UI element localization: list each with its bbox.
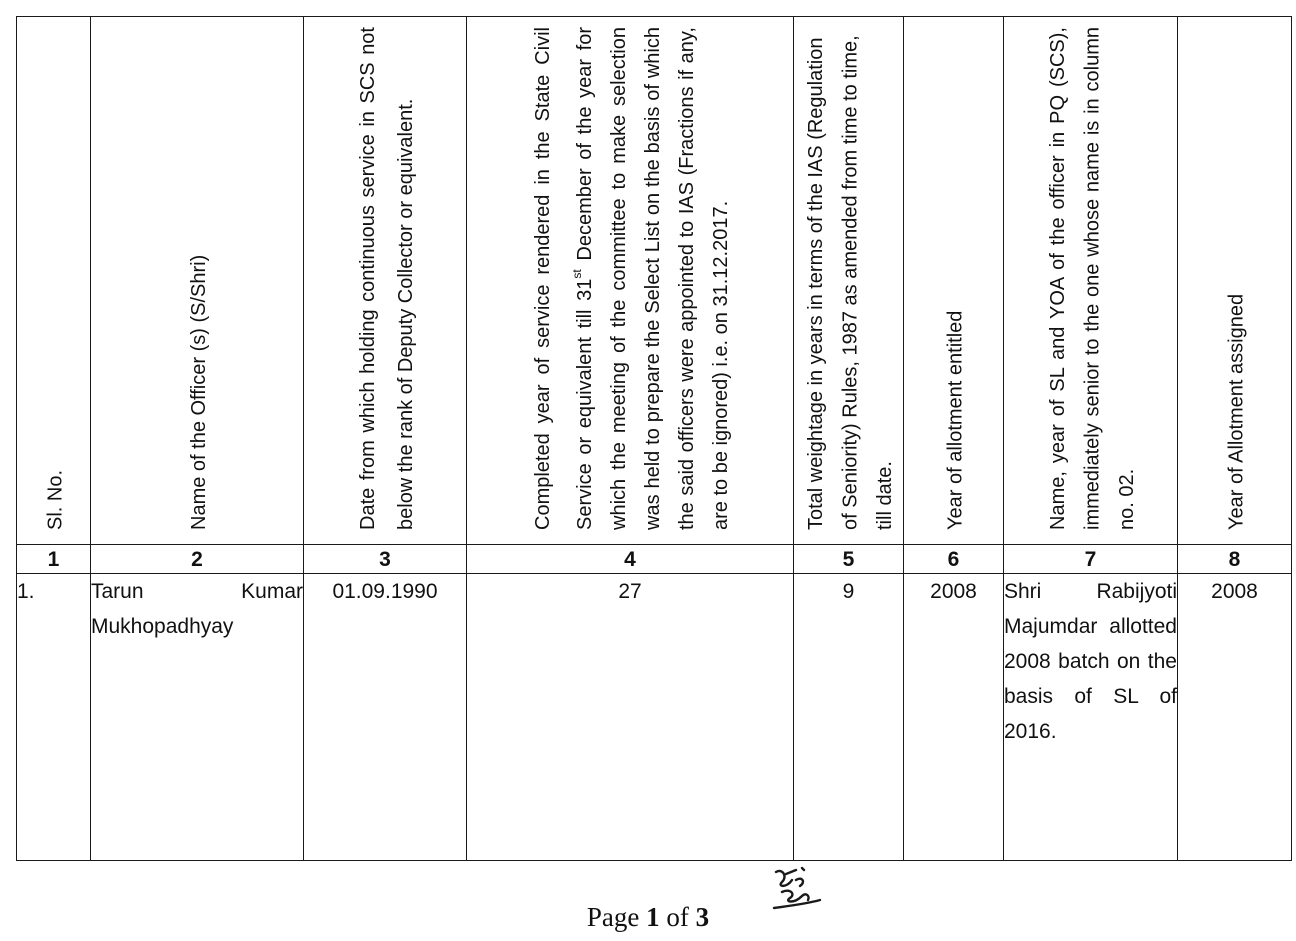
weightage-cell: 9 (794, 574, 904, 861)
yoa-entitled-cell: 2008 (904, 574, 1004, 861)
column-number: 1 (17, 545, 91, 574)
column-number: 4 (467, 545, 794, 574)
header-completed-years: Completed year of service rendered in the State Civil Service or equivalent till 31st December of the year for which the meeting of the committee to make selection was held to prepare the Select List on the basis of which the said officers were appointed to IAS (Fractions if any, are to be ignored) i.e. on 31.12.2017. (532, 27, 732, 530)
officer-name-cell: Tarun Kumar Mukhopadhyay (91, 574, 304, 861)
column-number: 7 (1004, 545, 1178, 574)
header-cell-yoa-entitled (904, 17, 1004, 545)
page-footer: Page 1 of 3 (586, 902, 710, 932)
header-officer-name: Name of the Officer (s) (S/Shri) (187, 254, 210, 530)
service-date-cell: 01.09.1990 (304, 574, 467, 861)
completed-years-cell: 27 (467, 574, 794, 861)
officer-seniority-table (16, 16, 1292, 861)
header-cell-completed-years (467, 17, 794, 545)
header-cell-sl-no (17, 17, 91, 545)
column-number: 3 (304, 545, 467, 574)
column-number-row (17, 545, 1292, 574)
header-cell-continuous-service-date (304, 17, 467, 545)
header-row (17, 17, 1292, 545)
table-row (17, 574, 1292, 861)
header-yoa-entitled: Year of allotment entitled (944, 310, 967, 530)
header-cell-total-weightage (794, 17, 904, 545)
header-total-weightage: Total weightage in years in terms of the IAS (Regulation of Seniority) Rules, 1987 as amended from time to time, till date. (804, 35, 896, 530)
senior-officer-cell: Shri Rabijyoti Majumdar allotted 2008 batch on the basis of SL of 2016. (1004, 574, 1178, 861)
sl-no-cell: 1. (17, 574, 91, 861)
header-cell-officer-name (91, 17, 304, 545)
header-cell-senior-officer (1004, 17, 1178, 545)
column-number: 5 (794, 545, 904, 574)
header-sl-no: Sl. No. (44, 469, 67, 530)
header-continuous-service-date: Date from which holding continuous service in SCS not below the rank of Deputy Collector or equivalent. (357, 27, 417, 530)
header-cell-yoa-assigned (1178, 17, 1292, 545)
column-number: 8 (1178, 545, 1292, 574)
column-number: 6 (904, 545, 1004, 574)
column-number: 2 (91, 545, 304, 574)
yoa-assigned-cell: 2008 (1178, 574, 1292, 861)
header-senior-officer: Name, year of SL and YOA of the officer in PQ (SCS), immediately senior to the one whose name is in column no. 02. (1046, 27, 1138, 530)
header-yoa-assigned: Year of Allotment assigned (1225, 293, 1248, 530)
